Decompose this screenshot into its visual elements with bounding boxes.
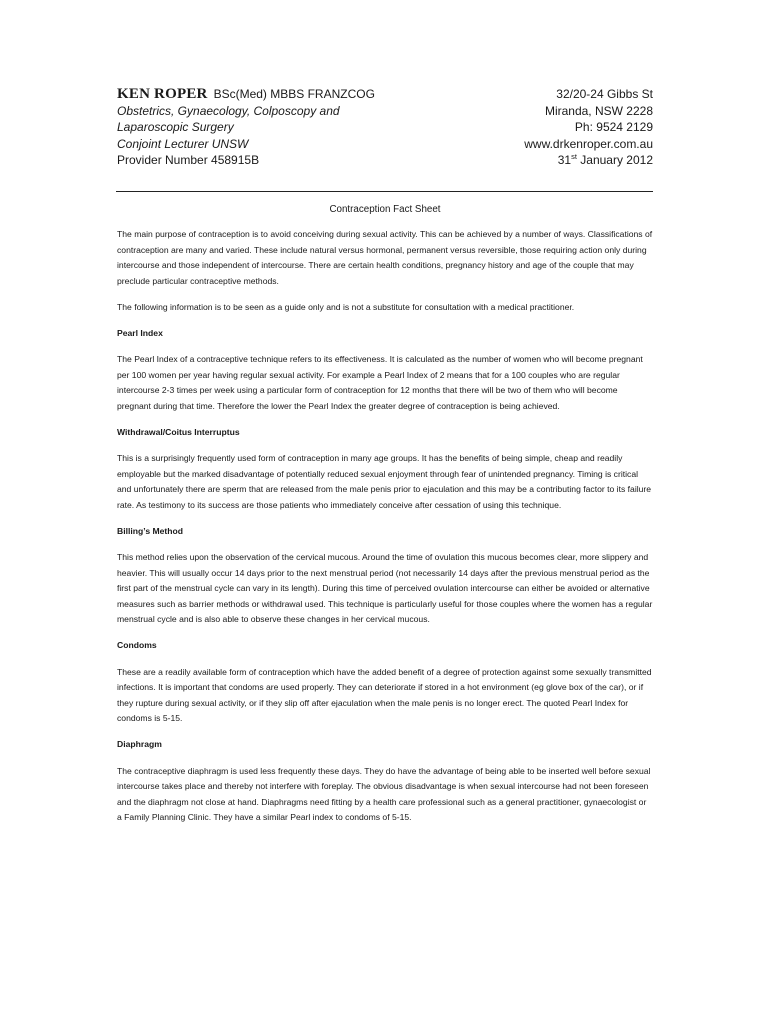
letterhead xyxy=(117,86,653,186)
letterhead-left xyxy=(117,86,417,169)
section-heading-pearl-index: Pearl Index xyxy=(117,327,163,338)
address-street: 32/20-24 Gibbs St xyxy=(556,87,653,101)
header-divider xyxy=(116,191,653,192)
website: www.drkenroper.com.au xyxy=(524,136,653,151)
disclaimer-paragraph: The following information is to be seen as a guide only and is not a substitute for consultation with a medical practitioner. xyxy=(117,301,575,312)
specialty-line-1: Obstetrics, Gynaecology, Colposcopy and xyxy=(117,103,340,118)
section-body-billings-method: This method relies upon the observation of the cervical mucous. Around the time of ovulation this mucous becomes clear, more slippery and heavier. This will usually occur 14 days prior to the next menstrual period (not necessarily 14 days after the previous menstrual period as the first part of the menstrual cycle can vary in its length). During this time of perceived ovulation intercourse can either be avoided or alternative measures such as barrier methods or withdrawal used. This technique is particularly useful for those couples where the women has a regular menstrual cycle and is also able to observe these changes in her cervical mucous. xyxy=(117,552,653,625)
phone-number: Ph: 9524 2129 xyxy=(574,120,653,134)
document-body xyxy=(117,203,653,836)
section-body-pearl-index: The Pearl Index of a contraceptive technique refers to its effectiveness. It is calculated as the number of women who will become pregnant per 100 women per year having regular sexual activity. For example a Pearl Index of 2 means that for a 100 couples who are regular intercourse 2-3 times per week using a particular form of contraception for 12 months that there will be two of them who will become pregnant during that time. Therefore the lower the Pearl Index the greater degree of contraception is being achieved. xyxy=(117,354,643,411)
section-body-diaphragm: The contraceptive diaphragm is used less frequently these days. They do have the advantage of being able to be inserted well before sexual intercourse takes place and thereby not interfere with foreplay. The obvious disadvantage is when sexual intercourse had not been foreseen and the diaphragm not close at hand. Diaphragms need fitting by a health care professional such as a general practitioner, gynaecologist or a Family Planning Clinic. They have a similar Pearl index to condoms of 5-15. xyxy=(117,765,651,823)
date-day: 31 xyxy=(557,153,572,167)
doctor-name: KEN ROPER xyxy=(117,86,208,102)
letter-date xyxy=(433,152,653,169)
section-heading-billings-method: Billing’s Method xyxy=(117,525,184,536)
section-heading-condoms: Condoms xyxy=(117,640,157,651)
letterhead-right xyxy=(433,86,653,169)
doctor-name-row xyxy=(117,86,417,103)
date-ordinal-suffix: st xyxy=(571,152,577,161)
document-title: Contraception Fact Sheet xyxy=(329,204,441,215)
section-heading-diaphragm: Diaphragm xyxy=(117,739,162,750)
address-suburb: Miranda, NSW 2228 xyxy=(544,103,653,118)
lecturer-role: Conjoint Lecturer UNSW xyxy=(117,136,249,151)
date-month-year: January 2012 xyxy=(576,153,653,167)
intro-paragraph: The main purpose of contraception is to avoid conceiving during sexual activity. This can be achieved by a number of ways. Classifications of contraception are many and varied. These include natural versus hormonal, permanent versus reversible, those requiring action only during intercourse and those independent of intercourse. There are certain health conditions, pregnancy history and age of the couple that may preclude particular contraceptive methods. xyxy=(117,229,653,286)
section-body-withdrawal: This is a surprisingly frequently used form of contraception in many age groups. It has the benefits of being simple, cheap and readily employable but the marked disadvantage of potentially reduced sexual enjoyment through fear of unintended pregnancy. Timing is critical and unfortunately there are sperm that are released from the male penis prior to ejaculation and this may be a contributing factor to its failure rate. As testimony to its success are those patients who immediately conceive after cessation of using this technique. xyxy=(117,453,652,510)
provider-number: Provider Number 458915B xyxy=(117,153,260,167)
section-body-condoms: These are a readily available form of contraception which have the added benefit of a degree of protection against some sexually transmitted infections. It is important that condoms are used properly. They can deteriorate if stored in a hot environment (eg glove box of the car), or if they rupture during sexual activity, or if they slip off after ejaculation when the male penis is no longer erect. The quoted Pearl Index for condoms is 5-15. xyxy=(117,666,652,724)
doctor-qualifications: BSc(Med) MBBS FRANZCOG xyxy=(213,87,375,101)
section-heading-withdrawal: Withdrawal/Coitus Interruptus xyxy=(117,426,240,437)
specialty-line-2: Laparoscopic Surgery xyxy=(117,120,234,134)
